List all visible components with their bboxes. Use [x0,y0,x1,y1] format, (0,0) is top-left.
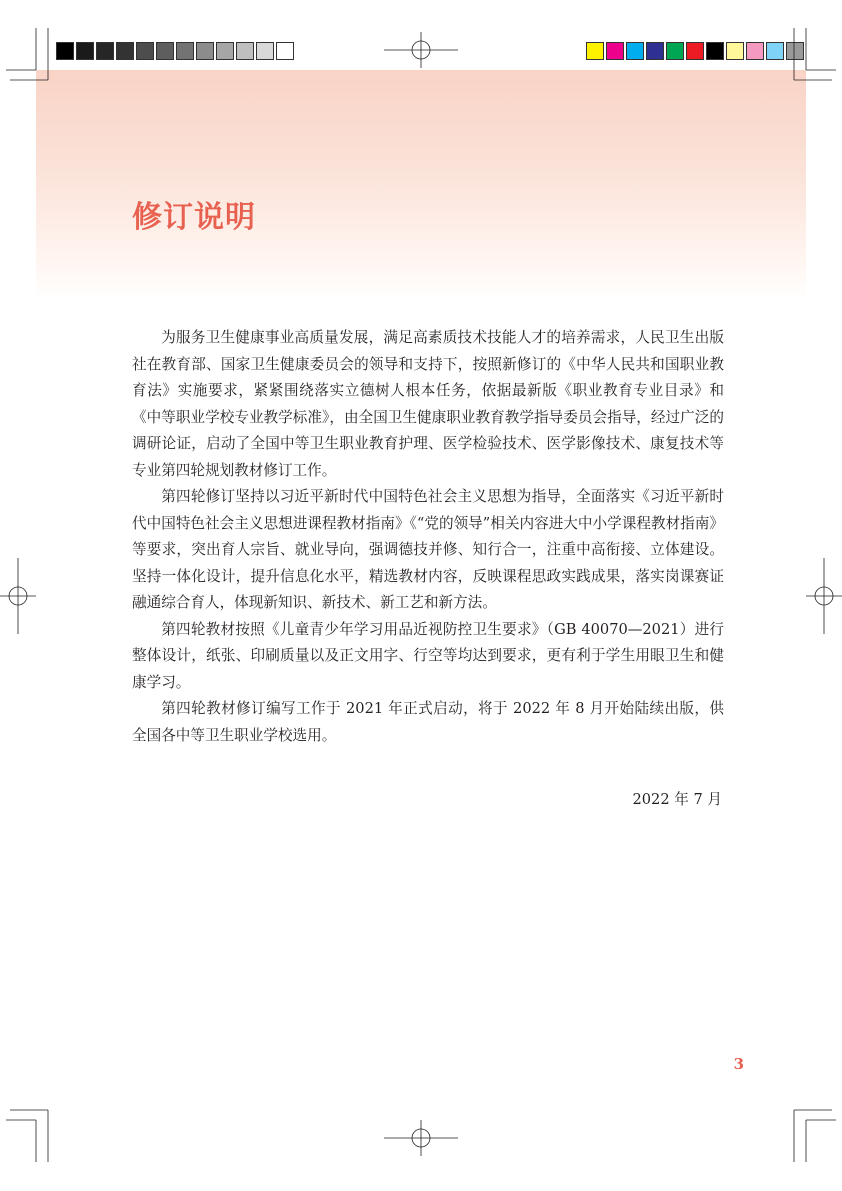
registration-mark-right [806,558,842,634]
body-text [132,325,724,749]
page-number: 3 [733,1055,744,1073]
page-title: 修订说明 [132,200,256,235]
registration-mark-top [384,32,458,68]
paragraph-2: 第四轮修订坚持以习近平新时代中国特色社会主义思想为指导，全面落实《习近平新时代中国特色社会主义思想进课程教材指南》《“党的领导”相关内容进大中小学课程教材指南》等要求，突出育人宗旨、就业导向，强调德技并修、知行合一，注重中高衔接、立体建设。坚持一体化设计，提升信息化水平，精选教材内容，反映课程思政实践成果，落实岗课赛证融通综合育人，体现新知识、新技术、新工艺和新方法。 [132,488,724,611]
registration-mark-bottom [384,1120,458,1156]
paragraph-1: 为服务卫生健康事业高质量发展，满足高素质技术技能人才的培养需求，人民卫生出版社在教育部、国家卫生健康委员会的领导和支持下，按照新修订的《中华人民共和国职业教育法》实施要求，紧紧围绕落实立德树人根本任务，依据最新版《职业教育专业目录》和《中等职业学校专业教学标准》，由全国卫生健康职业教育教学指导委员会指导，经过广泛的调研论证，启动了全国中等卫生职业教育护理、医学检验技术、医学影像技术、康复技术等专业第四轮规划教材修订工作。 [132,329,724,479]
paragraph-3: 第四轮教材按照《儿童青少年学习用品近视防控卫生要求》（GB 40070—2021）进行整体设计，纸张、印刷质量以及正文用字、行空等均达到要求，更有利于学生用眼卫生和健康学习。 [132,620,724,691]
registration-mark-left [0,558,36,634]
paragraph-4: 第四轮教材修订编写工作于 2021 年正式启动，将于 2022 年 8 月开始陆续出版，供全国各中等卫生职业学校选用。 [132,700,724,744]
date-line: 2022 年 7 月 [632,791,722,808]
